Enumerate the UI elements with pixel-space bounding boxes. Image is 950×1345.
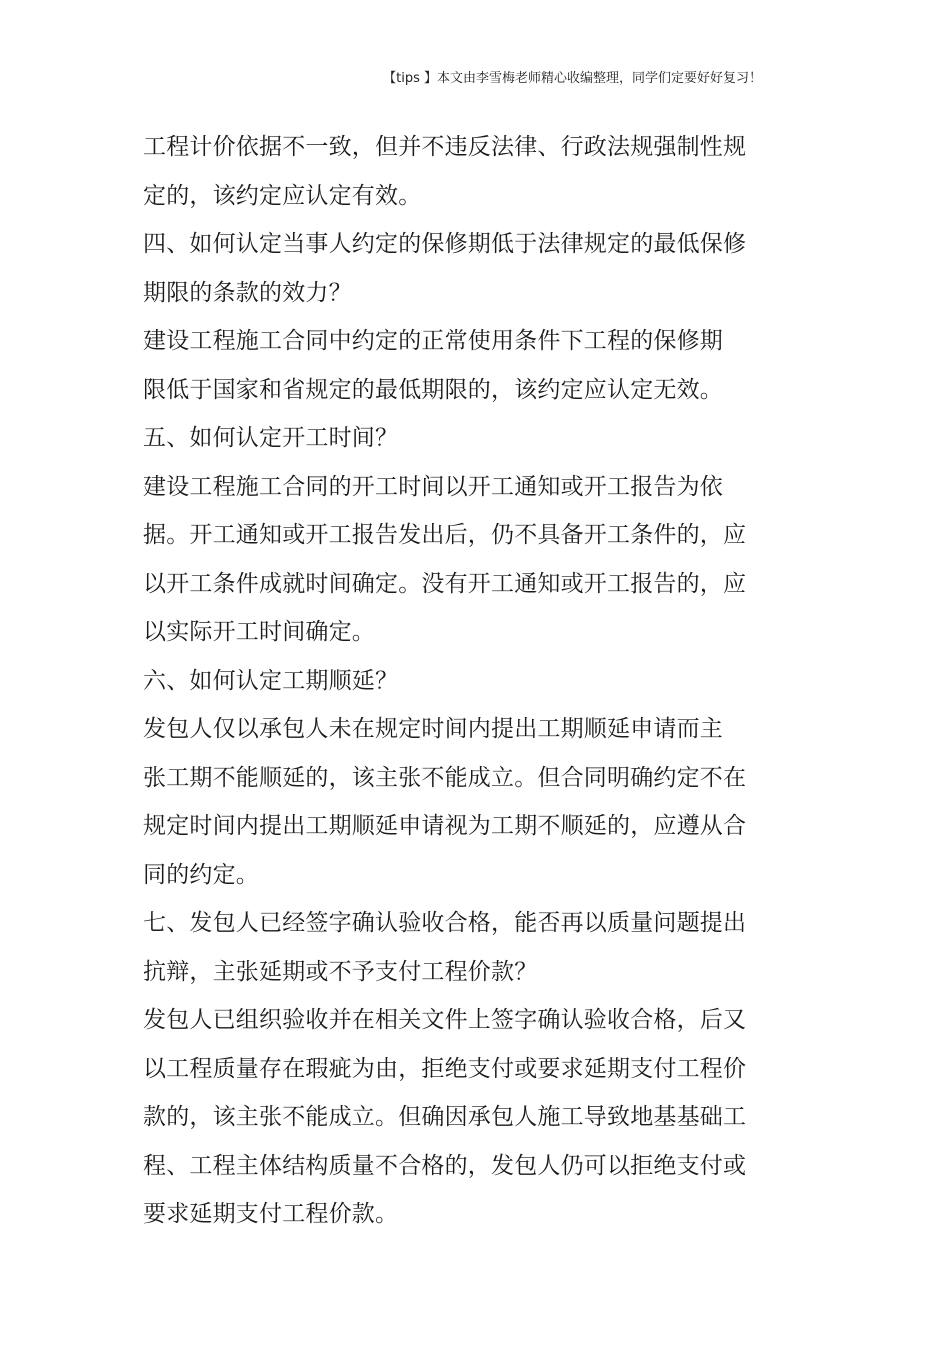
body-line: 建设工程施工合同的开工时间以开工通知或开工报告为依	[143, 473, 723, 500]
section-heading: 六、如何认定工期顺延？	[143, 667, 399, 694]
body-line: 款的，该主张不能成立。但确因承包人施工导致地基基础工	[143, 1104, 747, 1130]
body-line: 以实际开工时间确定。	[143, 619, 375, 645]
body-line: 程、工程主体结构质量不合格的，发包人仍可以拒绝支付或	[143, 1152, 747, 1179]
document-body	[143, 123, 747, 1239]
section-heading: 五、如何认定开工时间？	[143, 425, 399, 451]
body-line: 建设工程施工合同中约定的正常使用条件下工程的保修期	[143, 328, 723, 354]
body-line: 要求延期支付工程价款。	[143, 1201, 399, 1227]
body-line: 张工期不能顺延的，该主张不能成立。但合同明确约定不在	[143, 764, 747, 791]
body-line: 规定时间内提出工期顺延申请视为工期不顺延的，应遵从合	[143, 813, 747, 839]
section-heading: 抗辩，主张延期或不予支付工程价款？	[143, 958, 538, 985]
section-heading: 期限的条款的效力？	[143, 279, 352, 306]
body-line: 限低于国家和省规定的最低期限的，该约定应认定无效。	[143, 376, 723, 403]
body-line: 发包人已组织验收并在相关文件上签字确认验收合格，后又	[143, 1007, 747, 1033]
body-line: 据。开工通知或开工报告发出后，仍不具备开工条件的，应	[143, 522, 747, 548]
header-tip: 【tips 】本文由李雪梅老师精心收编整理，同学们定要好好复习！	[383, 71, 762, 86]
body-line: 以开工条件成就时间确定。没有开工通知或开工报告的，应	[143, 570, 747, 597]
section-heading: 四、如何认定当事人约定的保修期低于法律规定的最低保修	[143, 231, 747, 257]
body-line: 工程计价依据不一致，但并不违反法律、行政法规强制性规	[143, 134, 747, 160]
body-line: 同的约定。	[143, 861, 259, 888]
body-line: 定的，该约定应认定有效。	[143, 182, 422, 209]
section-heading: 七、发包人已经签字确认验收合格，能否再以质量问题提出	[143, 910, 747, 936]
body-line: 以工程质量存在瑕疵为由，拒绝支付或要求延期支付工程价	[143, 1055, 747, 1082]
body-line: 发包人仅以承包人未在规定时间内提出工期顺延申请而主	[143, 716, 723, 742]
